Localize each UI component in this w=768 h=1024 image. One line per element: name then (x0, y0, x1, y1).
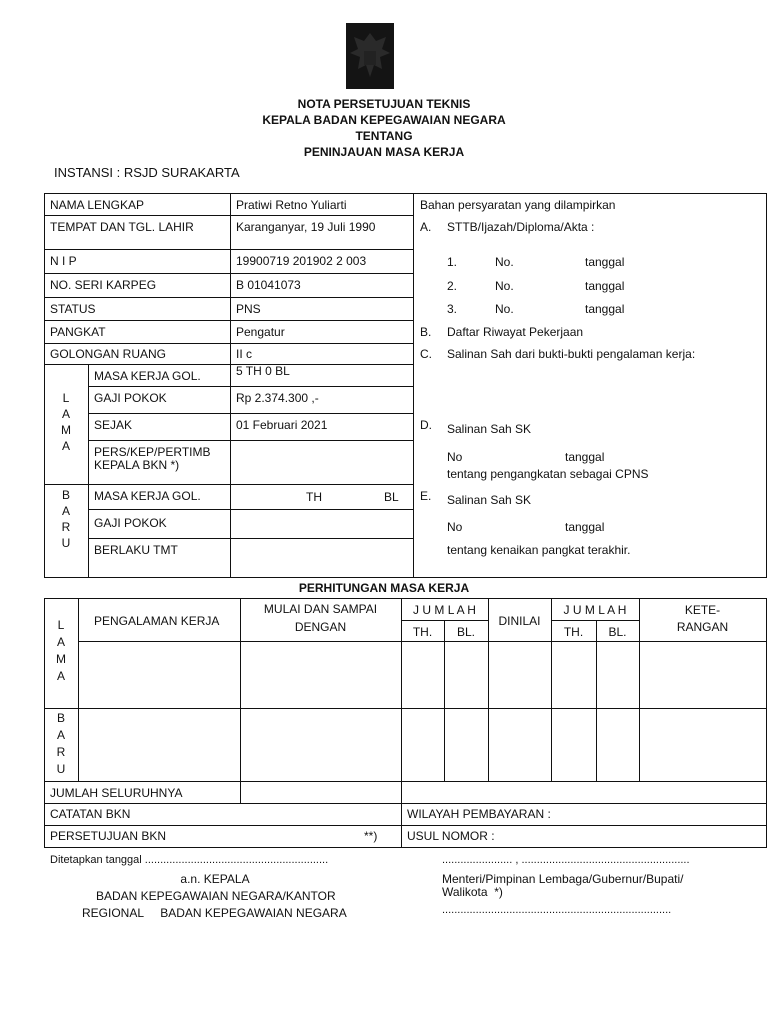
req-c-mark: C. (420, 347, 432, 361)
col-th-1: TH. (412, 625, 433, 639)
req-e-text: Salinan Sah SK (447, 493, 532, 507)
col-mulai-line-1: MULAI DAN SAMPAI (263, 602, 378, 616)
lama-vertical-label: L A M A (61, 391, 71, 453)
req-item-2-number: 2. (447, 279, 458, 293)
col-mulai-line-2: DENGAN (294, 620, 347, 634)
lama-masa-label: MASA KERJA GOL. (94, 369, 201, 383)
req-item-2-no: No. (495, 279, 514, 293)
perhitungan-baru-vertical: B A R U (56, 711, 66, 776)
title-line-4: PENINJAUAN MASA KERJA (303, 145, 465, 159)
req-item-2-tanggal: tanggal (585, 279, 625, 293)
pangkat-value: Pengatur (236, 325, 285, 339)
right-signature-dots-2: ........................................................................... (442, 904, 672, 916)
menteri-line-1: Menteri/Pimpinan Lembaga/Gubernur/Bupati/ (442, 872, 684, 886)
status-label: STATUS (50, 302, 96, 316)
req-d-text: Salinan Sah SK (447, 422, 532, 436)
req-item-1-no: No. (495, 255, 514, 269)
req-d-no: No (447, 450, 463, 464)
menteri-line-2: Walikota *) (442, 885, 503, 899)
nama-value: Pratiwi Retno Yuliarti (236, 198, 347, 212)
ttl-label: TEMPAT DAN TGL. LAHIR (50, 220, 194, 234)
baru-gaji-label: GAJI POKOK (94, 516, 167, 530)
persetujuan-mark: **) (364, 829, 378, 843)
nip-label: N I P (50, 254, 77, 268)
golongan-label: GOLONGAN RUANG (50, 347, 167, 361)
col-keterangan-line-2: RANGAN (676, 620, 729, 634)
lama-gaji-label: GAJI POKOK (94, 391, 167, 405)
nama-label: NAMA LENGKAP (50, 198, 145, 212)
req-a-text: STTB/Ijazah/Diploma/Akta : (447, 220, 595, 234)
karpeg-value: B 01041073 (236, 278, 301, 292)
lama-pers-label-1: PERS/KEP/PERTIMB (94, 445, 211, 459)
ditetapkan-tanggal: Ditetapkan tanggal ............................................................ (50, 854, 329, 866)
col-keterangan-line-1: KETE- (684, 603, 721, 617)
req-item-3-tanggal: tanggal (585, 302, 625, 316)
col-th-2: TH. (563, 625, 584, 639)
garuda-emblem-icon (346, 23, 394, 89)
col-jumlah-2: J U M L A H (563, 603, 627, 617)
baru-th-label: TH (306, 490, 322, 504)
an-kepala: a.n. KEPALA (180, 872, 250, 886)
right-signature-dots: ....................... , ....................................................... (442, 854, 690, 866)
req-e-mark: E. (420, 489, 432, 503)
req-d-tentang: tentang pengangkatan sebagai CPNS (447, 467, 649, 481)
status-value: PNS (236, 302, 261, 316)
col-dinilai: DINILAI (498, 614, 541, 628)
req-c-text: Salinan Sah dari bukti-bukti pengalaman kerja: (447, 347, 696, 361)
col-bl-2: BL. (608, 625, 627, 639)
perhitungan-title: PERHITUNGAN MASA KERJA (298, 581, 470, 595)
pangkat-label: PANGKAT (50, 325, 106, 339)
lama-pers-label-2: KEPALA BKN *) (94, 458, 180, 472)
req-d-mark: D. (420, 418, 432, 432)
perhitungan-lama-vertical: L A M A (56, 618, 66, 683)
karpeg-label: NO. SERI KARPEG (50, 278, 157, 292)
req-d-tanggal: tanggal (565, 450, 605, 464)
req-e-tentang: tentang kenaikan pangkat terakhir. (447, 543, 631, 557)
lama-sejak-label: SEJAK (94, 418, 133, 432)
col-bl-1: BL. (456, 625, 475, 639)
persetujuan-bkn-label: PERSETUJUAN BKN (50, 829, 167, 843)
wilayah-pembayaran-label: WILAYAH PEMBAYARAN : (407, 807, 551, 821)
title-line-1: NOTA PERSETUJUAN TEKNIS (297, 97, 471, 111)
req-item-3-no: No. (495, 302, 514, 316)
golongan-value: II c (236, 347, 253, 361)
req-b-mark: B. (420, 325, 432, 339)
requirements-title: Bahan persyaratan yang dilampirkan (420, 198, 616, 212)
title-line-2: KEPALA BADAN KEPEGAWAIAN NEGARA (262, 113, 506, 127)
lama-masa-value: 5 TH 0 BL (236, 364, 290, 378)
instansi-label: INSTANSI : RSJD SURAKARTA (54, 165, 240, 180)
jumlah-seluruhnya-label: JUMLAH SELURUHNYA (50, 786, 183, 800)
lama-sejak-value: 01 Februari 2021 (236, 418, 328, 432)
baru-masa-label: MASA KERJA GOL. (94, 489, 201, 503)
req-e-no: No (447, 520, 463, 534)
title-line-3: TENTANG (355, 129, 413, 143)
req-item-1-number: 1. (447, 255, 458, 269)
baru-tmt-label: BERLAKU TMT (94, 543, 178, 557)
col-pengalaman-kerja: PENGALAMAN KERJA (94, 614, 220, 628)
catatan-bkn-label: CATATAN BKN (50, 807, 131, 821)
req-a-mark: A. (420, 220, 432, 234)
badan-line-1: BADAN KEPEGAWAIAN NEGARA/KANTOR (96, 889, 336, 903)
req-b-text: Daftar Riwayat Pekerjaan (447, 325, 584, 339)
col-jumlah-1: J U M L A H (413, 603, 476, 617)
req-item-1-tanggal: tanggal (585, 255, 625, 269)
req-item-3-number: 3. (447, 302, 458, 316)
ttl-value: Karanganyar, 19 Juli 1990 (236, 220, 376, 234)
baru-vertical-label: B A R U (61, 488, 71, 550)
badan-line-2: REGIONAL BADAN KEPEGAWAIAN NEGARA (82, 906, 347, 920)
req-e-tanggal: tanggal (565, 520, 605, 534)
nip-value: 19900719 201902 2 003 (236, 254, 367, 268)
baru-bl-label: BL (384, 490, 399, 504)
usul-nomor-label: USUL NOMOR : (407, 829, 495, 843)
lama-gaji-value: Rp 2.374.300 ,- (236, 391, 319, 405)
